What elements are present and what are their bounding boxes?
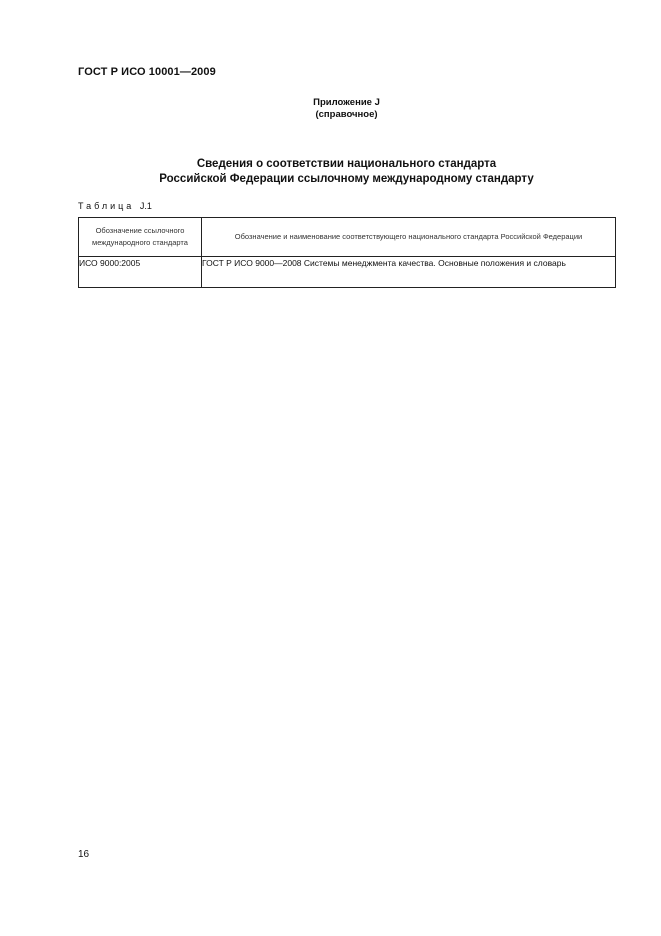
annex-title: Приложение J [313, 97, 380, 108]
document-title [0, 157, 661, 187]
table-label [78, 201, 152, 211]
page-number: 16 [78, 849, 90, 860]
document-header: ГОСТ Р ИСО 10001—2009 [78, 66, 216, 78]
cell-international-standard: ИСО 9000:2005 [79, 257, 202, 288]
table-row [79, 257, 616, 288]
annex-subtitle: (справочное) [315, 109, 378, 120]
table-number: J.1 [139, 201, 152, 211]
table-label-word: Таблица [78, 201, 135, 211]
correspondence-table [78, 217, 616, 288]
document-title-line-2: Российской Федерации ссылочному международному стандарту [159, 173, 534, 185]
table-header-row [79, 218, 616, 257]
document-title-line-1: Сведения о соответствии национального стандарта [196, 158, 497, 170]
column-header-national: Обозначение и наименование соответствующего национального стандарта Российской Федерации [202, 218, 616, 257]
cell-national-standard: ГОСТ Р ИСО 9000—2008 Системы менеджмента качества. Основные положения и словарь [202, 257, 616, 288]
column-header-international: Обозначение ссылочного международного стандарта [79, 218, 202, 257]
